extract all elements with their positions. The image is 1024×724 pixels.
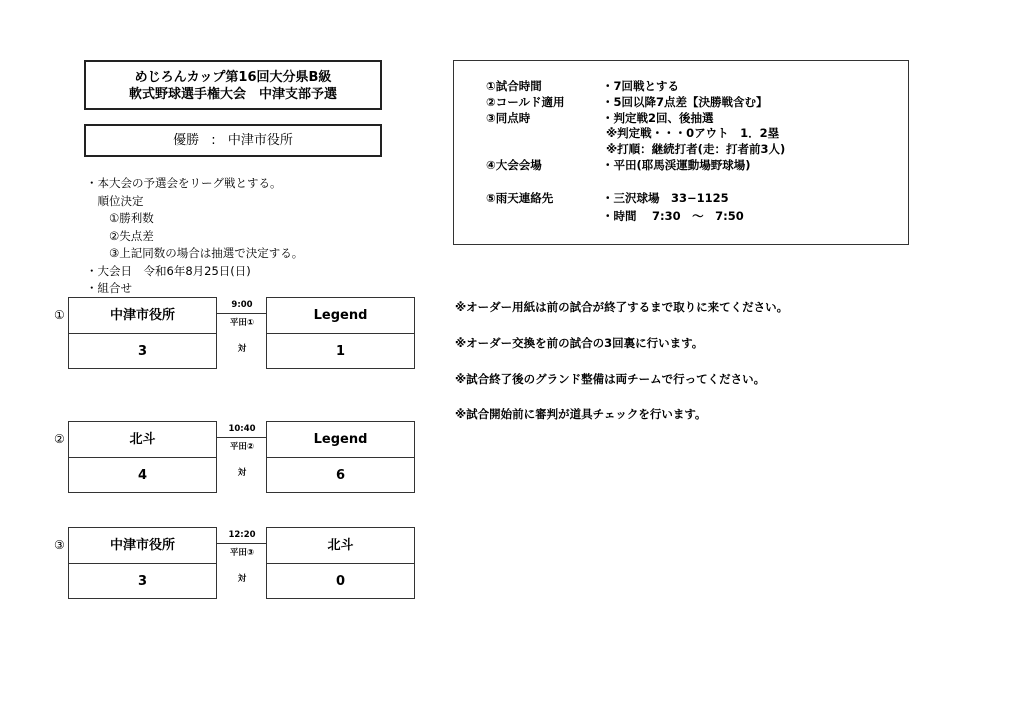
away-team-cell (266, 297, 415, 369)
match-time: 12:20 (217, 527, 267, 544)
away-team-name: Legend (267, 298, 414, 334)
home-team-score: 3 (137, 344, 148, 359)
away-team-score: 0 (335, 574, 346, 589)
caution-note: ※オーダー用紙は前の試合が終了するまで取りに来てください。 (455, 300, 789, 314)
title-line-2: 軟式野球選手権大会 中津支部予選 (128, 87, 337, 102)
note-line: ③上記同数の場合は抽選で決定する。 (86, 246, 304, 260)
winner-box (84, 124, 382, 157)
rule-label: ①試合時間 (486, 79, 542, 93)
rule-label: ②コールド適用 (486, 95, 565, 109)
versus-label: 対 (237, 574, 247, 584)
caution-note: ※試合終了後のグランド整備は両チームで行ってください。 (455, 372, 766, 386)
versus-label: 対 (237, 468, 247, 478)
winner-separator: : (211, 133, 216, 148)
away-team-score: 1 (335, 344, 346, 359)
rule-label: ⑤雨天連絡先 (486, 191, 554, 205)
rule-label: ④大会会場 (486, 158, 542, 172)
winner-label: 優勝 (173, 133, 200, 148)
note-line: ・組合せ (86, 281, 132, 295)
match-info (217, 421, 267, 479)
rule-value: ・時間 7:30 ～ 7:50 (602, 209, 744, 223)
rule-value: ・7回戦とする (602, 79, 680, 93)
match-field: 平田② (229, 442, 255, 452)
rules-box (453, 60, 909, 245)
note-line: ・大会日 令和6年8月25日(日) (86, 263, 251, 278)
rule-value: ※打順：継続打者(走：打者前3人) (602, 142, 786, 156)
match-info (217, 297, 267, 355)
home-team-cell (68, 297, 217, 369)
home-team-name: 中津市役所 (69, 528, 216, 564)
match-field: 平田① (229, 318, 255, 328)
match-time: 10:40 (217, 421, 267, 438)
note-line: ・本大会の予選会をリーグ戦とする。 (86, 176, 282, 190)
away-team-score: 6 (335, 468, 346, 483)
note-line: ①勝利数 (86, 211, 154, 225)
rule-value: ※判定戦・・・0アウト 1．2塁 (602, 126, 780, 140)
rule-value: ・三沢球場 33−1125 (602, 191, 729, 205)
match-index: ② (54, 432, 65, 446)
rule-value: ・判定戦2回、後抽選 (602, 111, 714, 125)
home-team-score: 4 (137, 468, 148, 483)
note-line: ②失点差 (86, 228, 154, 243)
versus-label: 対 (237, 344, 247, 354)
home-team-cell (68, 527, 217, 599)
away-team-name: 北斗 (267, 528, 414, 564)
home-team-cell (68, 421, 217, 493)
away-team-cell (266, 421, 415, 493)
home-team-name: 北斗 (69, 422, 216, 458)
match-info (217, 527, 267, 585)
tournament-title-box (84, 60, 382, 110)
note-line: 順位決定 (86, 193, 144, 208)
away-team-name: Legend (267, 422, 414, 458)
home-team-name: 中津市役所 (69, 298, 216, 334)
match-time: 9:00 (217, 297, 267, 314)
title-line-1: めじろんカップ第16回大分県B級 (134, 70, 332, 85)
match-field: 平田③ (229, 548, 255, 558)
winner-value: 中津市役所 (227, 133, 293, 148)
rule-value: ・5回以降7点差【決勝戦含む】 (602, 95, 768, 109)
rule-value: ・平田(耶馬渓運動場野球場) (602, 158, 751, 172)
caution-note: ※オーダー交換を前の試合の3回裏に行います。 (455, 336, 704, 350)
home-team-score: 3 (137, 574, 148, 589)
caution-note: ※試合開始前に審判が道具チェックを行います。 (455, 407, 707, 421)
rule-label: ③同点時 (486, 111, 531, 125)
match-index: ① (54, 308, 65, 322)
tournament-notes (86, 175, 303, 298)
away-team-cell (266, 527, 415, 599)
match-index: ③ (54, 538, 65, 552)
